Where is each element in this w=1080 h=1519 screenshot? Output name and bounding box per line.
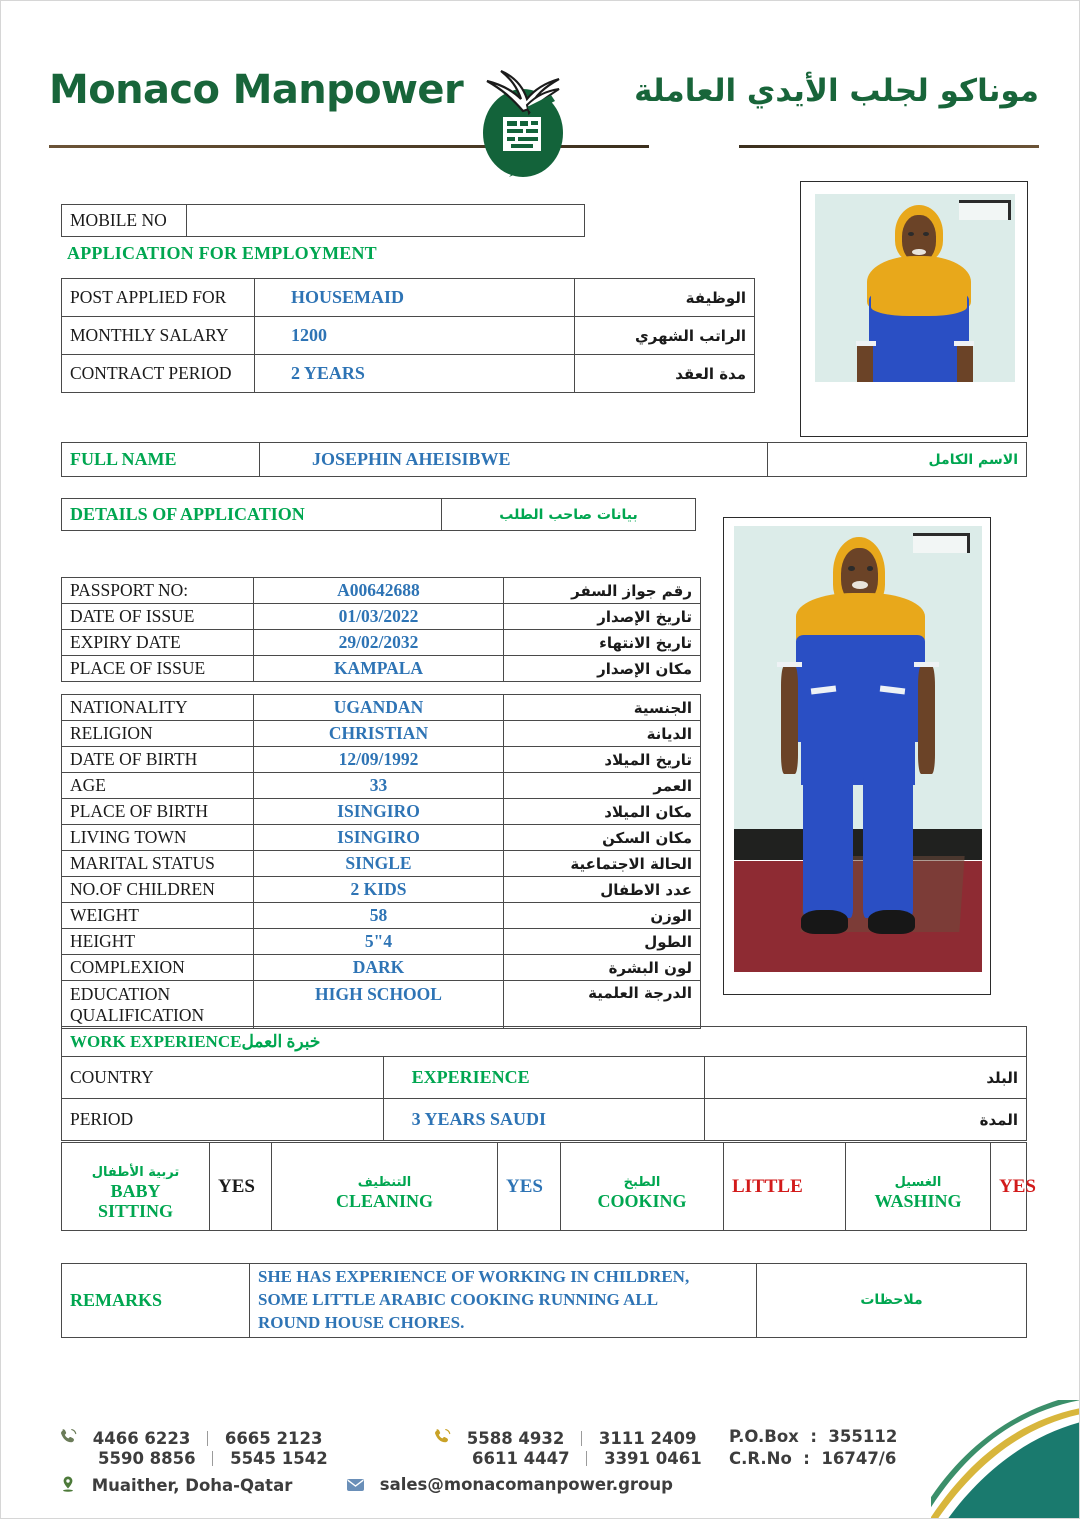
living-town-label: LIVING TOWN [62, 825, 254, 851]
mobile-no-input[interactable] [187, 205, 585, 237]
applicant-portrait-photo [800, 181, 1028, 437]
applicant-portrait-image [815, 194, 1015, 382]
remarks-value[interactable] [250, 1264, 757, 1338]
contract-period-value[interactable]: 2 YEARS [255, 355, 575, 393]
email-text[interactable]: sales@monacomanpower.group [379, 1475, 673, 1494]
eagle-globe-logo-icon [467, 51, 577, 179]
skill-cooking-arabic: الطبخ [623, 1175, 661, 1191]
footer-swoosh-decoration [931, 1400, 1080, 1519]
table-row [62, 747, 701, 773]
table-row [62, 955, 701, 981]
religion-value[interactable]: CHRISTIAN [254, 721, 504, 747]
place-of-issue-arabic: مكان الإصدار [504, 656, 701, 682]
weight-arabic: الوزن [504, 903, 701, 929]
remarks-table [61, 1263, 1027, 1338]
table-row [62, 877, 701, 903]
work-experience-title-ar: خبرة العمل [241, 1031, 321, 1051]
remarks-label: REMARKS [62, 1264, 250, 1338]
phone-2[interactable]: 6665 2123 [224, 1429, 323, 1448]
place-of-issue-value[interactable]: KAMPALA [254, 656, 504, 682]
education-qualification-label: EDUCATION QUALIFICATION [62, 981, 254, 1029]
table-row [62, 604, 701, 630]
complexion-value[interactable]: DARK [254, 955, 504, 981]
monthly-salary-arabic: الراتب الشهري [575, 317, 755, 355]
skill-cleaning-label: CLEANING [335, 1190, 433, 1211]
location-pin-icon [59, 1475, 77, 1497]
country-arabic: البلد [705, 1057, 1027, 1099]
full-name-label: FULL NAME [62, 443, 260, 477]
full-name-row [61, 442, 1027, 477]
footer-address [59, 1475, 292, 1497]
divider [586, 1451, 587, 1466]
skill-washing-cell [846, 1143, 991, 1231]
no-of-children-arabic: عدد الاطفال [504, 877, 701, 903]
age-arabic: العمر [504, 773, 701, 799]
phone-1[interactable]: 4466 6223 [92, 1429, 191, 1448]
table-row [62, 721, 701, 747]
table-row [62, 355, 755, 393]
table-row [62, 279, 755, 317]
skill-washing-label: WASHING [874, 1190, 962, 1211]
skill-cooking-cell [561, 1143, 724, 1231]
date-of-birth-label: DATE OF BIRTH [62, 747, 254, 773]
details-arabic: بيانات صاحب الطلب [442, 499, 696, 531]
crno-label: C.R.No [729, 1449, 792, 1468]
date-of-issue-arabic: تاريخ الإصدار [504, 604, 701, 630]
monthly-salary-label: MONTHLY SALARY [62, 317, 255, 355]
skill-cooking-answer[interactable]: LITTLE [724, 1143, 846, 1231]
company-name-ar: موناكو لجلب الأيدي العاملة [634, 73, 1039, 109]
contract-period-arabic: مدة العقد [575, 355, 755, 393]
phone-icon [433, 1427, 452, 1450]
table-row [62, 656, 701, 682]
no-of-children-label: NO.OF CHILDREN [62, 877, 254, 903]
complexion-arabic: لون البشرة [504, 955, 701, 981]
skill-babysitting-cell [62, 1143, 210, 1231]
divider [212, 1451, 213, 1466]
mobile-no-label: MOBILE NO [62, 205, 187, 237]
living-town-arabic: مكان السكن [504, 825, 701, 851]
mobile-no-row [61, 204, 585, 237]
remarks-line-1: SHE HAS EXPERIENCE OF WORKING IN CHILDREN, [258, 1267, 690, 1286]
phone-icon [59, 1427, 78, 1450]
table-row [62, 825, 701, 851]
details-label: DETAILS OF APPLICATION [62, 499, 442, 531]
date-of-birth-value[interactable]: 12/09/1992 [254, 747, 504, 773]
personal-details-table [61, 694, 701, 1029]
expiry-date-value[interactable]: 29/02/2032 [254, 630, 504, 656]
table-row [62, 630, 701, 656]
divider [207, 1431, 208, 1446]
post-applied-label: POST APPLIED FOR [62, 279, 255, 317]
work-experience-header-row [62, 1027, 1027, 1057]
place-of-birth-arabic: مكان الميلاد [504, 799, 701, 825]
weight-label: WEIGHT [62, 903, 254, 929]
weight-value[interactable]: 58 [254, 903, 504, 929]
divider [581, 1431, 582, 1446]
age-value[interactable]: 33 [254, 773, 504, 799]
footer-crno: C.R.No : 16747/6 [729, 1449, 897, 1468]
education-qualification-value[interactable]: HIGH SCHOOL [254, 981, 504, 1029]
age-label: AGE [62, 773, 254, 799]
footer-phones-line2 [98, 1449, 328, 1468]
phone-6[interactable]: 3111 2409 [598, 1429, 697, 1448]
application-title: APPLICATION FOR EMPLOYMENT [67, 243, 377, 263]
work-experience-table [61, 1026, 1027, 1141]
applicant-fullbody-image [734, 526, 982, 972]
applicant-fullbody-photo [723, 517, 991, 995]
table-row [62, 903, 701, 929]
skill-cleaning-answer[interactable]: YES [498, 1143, 561, 1231]
date-of-birth-arabic: تاريخ الميلاد [504, 747, 701, 773]
work-experience-header-cell [62, 1027, 1027, 1057]
marital-status-arabic: الحالة الاجتماعية [504, 851, 701, 877]
footer-pobox: P.O.Box : 355112 [729, 1427, 898, 1446]
phone-8[interactable]: 3391 0461 [604, 1449, 702, 1468]
marital-status-label: MARITAL STATUS [62, 851, 254, 877]
skill-babysitting-label-line1: BABY [110, 1180, 161, 1201]
contract-period-label: CONTRACT PERIOD [62, 355, 255, 393]
full-name-value[interactable]: JOSEPHIN AHEISIBWE [260, 443, 768, 477]
period-arabic: المدة [705, 1099, 1027, 1141]
table-row [62, 799, 701, 825]
date-of-issue-label: DATE OF ISSUE [62, 604, 254, 630]
religion-arabic: الديانة [504, 721, 701, 747]
email-icon [346, 1477, 365, 1496]
phone-3[interactable]: 5590 8856 [98, 1449, 196, 1468]
full-name-arabic: الاسم الكامل [768, 443, 1027, 477]
monthly-salary-value[interactable]: 1200 [255, 317, 575, 355]
expiry-date-arabic: تاريخ الانتهاء [504, 630, 701, 656]
remarks-line-2: SOME LITTLE ARABIC COOKING RUNNING ALL [258, 1289, 659, 1309]
post-applied-arabic: الوظيفة [575, 279, 755, 317]
company-name-en: Monaco Manpower [49, 67, 464, 113]
table-row [62, 317, 755, 355]
remarks-line-3: ROUND HOUSE CHORES. [258, 1312, 465, 1332]
phone-5[interactable]: 5588 4932 [466, 1429, 565, 1448]
height-label: HEIGHT [62, 929, 254, 955]
footer-phones2-line1 [433, 1427, 696, 1450]
period-label: PERIOD [62, 1099, 384, 1141]
religion-label: RELIGION [62, 721, 254, 747]
passport-no-arabic: رقم جواز السفر [504, 578, 701, 604]
table-row [62, 1057, 1027, 1099]
table-row [62, 773, 701, 799]
skill-babysitting-arabic: تربية الأطفال [91, 1165, 180, 1181]
country-value[interactable]: EXPERIENCE [383, 1057, 705, 1099]
passport-no-label: PASSPORT NO: [62, 578, 254, 604]
skill-cleaning-cell [272, 1143, 498, 1231]
footer-phones2-line2 [472, 1449, 702, 1468]
nationality-arabic: الجنسية [504, 695, 701, 721]
expiry-date-label: EXPIRY DATE [62, 630, 254, 656]
living-town-value[interactable]: ISINGIRO [254, 825, 504, 851]
work-experience-title-en: WORK EXPERIENCE [70, 1031, 242, 1051]
country-label: COUNTRY [62, 1057, 384, 1099]
phone-7[interactable]: 6611 4447 [472, 1449, 570, 1468]
remarks-arabic: ملاحظات [757, 1264, 1027, 1338]
post-applied-value[interactable]: HOUSEMAID [255, 279, 575, 317]
page-footer [1, 1405, 1080, 1519]
height-value[interactable]: 5"4 [254, 929, 504, 955]
page-header [1, 27, 1080, 162]
education-qualification-arabic: الدرجة العلمية [504, 981, 701, 1029]
crno-value: 16747/6 [821, 1449, 897, 1468]
pobox-value: 355112 [828, 1427, 898, 1446]
skill-washing-answer[interactable]: YES [991, 1143, 1027, 1231]
nationality-label: NATIONALITY [62, 695, 254, 721]
address-text: Muaither, Doha-Qatar [91, 1476, 293, 1495]
skill-cooking-label: COOKING [597, 1190, 687, 1211]
table-row [62, 695, 701, 721]
date-of-issue-value[interactable]: 01/03/2022 [254, 604, 504, 630]
skill-babysitting-answer[interactable]: YES [210, 1143, 272, 1231]
passport-no-value[interactable]: A00642688 [254, 578, 504, 604]
marital-status-value[interactable]: SINGLE [254, 851, 504, 877]
nationality-value[interactable]: UGANDAN [254, 695, 504, 721]
period-value[interactable]: 3 YEARS SAUDI [383, 1099, 705, 1141]
table-row [62, 578, 701, 604]
no-of-children-value[interactable]: 2 KIDS [254, 877, 504, 903]
footer-email [346, 1475, 673, 1496]
skill-babysitting-label-line2: SITTING [97, 1200, 174, 1221]
complexion-label: COMPLEXION [62, 955, 254, 981]
passport-details-table [61, 577, 701, 682]
table-row [62, 981, 701, 1029]
place-of-birth-label: PLACE OF BIRTH [62, 799, 254, 825]
place-of-issue-label: PLACE OF ISSUE [62, 656, 254, 682]
table-row [62, 929, 701, 955]
skills-table [61, 1142, 1036, 1231]
table-row [62, 1099, 1027, 1141]
footer-phones-line1 [59, 1427, 322, 1450]
place-of-birth-value[interactable]: ISINGIRO [254, 799, 504, 825]
pobox-label: P.O.Box [729, 1427, 799, 1446]
height-arabic: الطول [504, 929, 701, 955]
header-rule-right [739, 145, 1039, 148]
post-details-table [61, 278, 755, 393]
skill-washing-arabic: الغسيل [894, 1175, 942, 1191]
phone-4[interactable]: 5545 1542 [230, 1449, 328, 1468]
details-of-application-header [61, 498, 696, 531]
table-row [62, 851, 701, 877]
skill-cleaning-arabic: التنظيف [357, 1175, 412, 1191]
